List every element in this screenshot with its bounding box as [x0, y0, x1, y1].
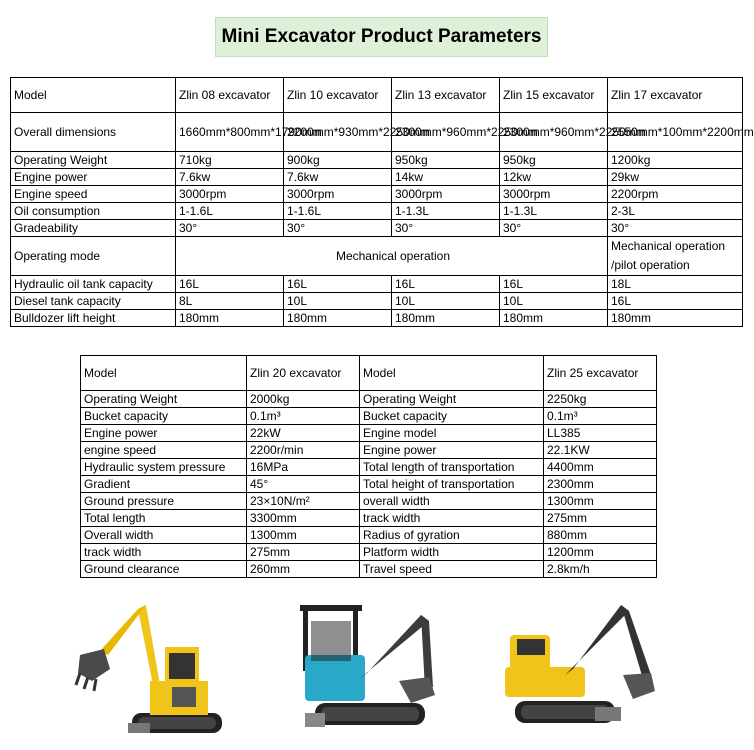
- header-cell: Zlin 10 excavator: [284, 78, 392, 113]
- row-label: track width: [360, 510, 544, 527]
- table-cell: 1300mm: [247, 527, 360, 544]
- row-label: Hydraulic system pressure: [81, 459, 247, 476]
- table-cell: 1660mm*800mm*1790mm: [176, 113, 284, 152]
- table-cell: 950kg: [500, 152, 608, 169]
- table-row: [11, 310, 743, 327]
- row-label: Operating Weight: [360, 391, 544, 408]
- table-cell: 1-1.3L: [392, 203, 500, 220]
- row-label: Diesel tank capacity: [11, 293, 176, 310]
- header-cell: Zlin 15 excavator: [500, 78, 608, 113]
- table-cell: 2300mm: [544, 476, 657, 493]
- table-cell: 29kw: [608, 169, 743, 186]
- table-cell: 16L: [392, 276, 500, 293]
- product-photos: [0, 595, 750, 745]
- row-label: Platform width: [360, 544, 544, 561]
- table-cell: 18L: [608, 276, 743, 293]
- row-label: Hydraulic oil tank capacity: [11, 276, 176, 293]
- table-row: [81, 391, 657, 408]
- table-cell: 275mm: [247, 544, 360, 561]
- row-label: overall width: [360, 493, 544, 510]
- row-label: Engine speed: [11, 186, 176, 203]
- table-row: [81, 408, 657, 425]
- header-cell: Zlin 20 excavator: [247, 356, 360, 391]
- table-cell: 16L: [176, 276, 284, 293]
- header-cell: Zlin 13 excavator: [392, 78, 500, 113]
- table-cell: 10L: [392, 293, 500, 310]
- table-cell: 16L: [500, 276, 608, 293]
- header-cell: Model: [11, 78, 176, 113]
- table-cell: 1300mm: [544, 493, 657, 510]
- table-cell: 3300mm: [247, 510, 360, 527]
- row-label: Radius of gyration: [360, 527, 544, 544]
- table-row: [81, 510, 657, 527]
- table-cell: LL385: [544, 425, 657, 442]
- row-label: Bulldozer lift height: [11, 310, 176, 327]
- row-label: Travel speed: [360, 561, 544, 578]
- table-row: [11, 276, 743, 293]
- table-row: [81, 459, 657, 476]
- row-label: Bucket capacity: [81, 408, 247, 425]
- table-cell: 4400mm: [544, 459, 657, 476]
- table-cell: 22.1KW: [544, 442, 657, 459]
- row-label: engine speed: [81, 442, 247, 459]
- table-cell: 7.6kw: [176, 169, 284, 186]
- table-row: [11, 293, 743, 310]
- table-cell: 16MPa: [247, 459, 360, 476]
- row-label: Operating mode: [11, 237, 176, 276]
- table-cell: 260mm: [247, 561, 360, 578]
- specs-table-secondary: [80, 355, 657, 578]
- row-label: Ground clearance: [81, 561, 247, 578]
- table-cell: 30°: [392, 220, 500, 237]
- table-cell: 1-1.3L: [500, 203, 608, 220]
- row-label: Bucket capacity: [360, 408, 544, 425]
- table-cell: 2300mm*960mm*2250mm: [392, 113, 500, 152]
- table-cell: 2.8km/h: [544, 561, 657, 578]
- table-row: [81, 476, 657, 493]
- table-cell: 12kw: [500, 169, 608, 186]
- table-row: [11, 220, 743, 237]
- row-label: Engine model: [360, 425, 544, 442]
- table-cell: 2250kg: [544, 391, 657, 408]
- row-label: Operating Weight: [11, 152, 176, 169]
- table-cell: 2200rpm: [608, 186, 743, 203]
- table-cell: 22kW: [247, 425, 360, 442]
- table-cell: 1-1.6L: [284, 203, 392, 220]
- table-cell: 180mm: [176, 310, 284, 327]
- row-label: Oil consumption: [11, 203, 176, 220]
- table-row: [81, 442, 657, 459]
- table-cell: 10L: [284, 293, 392, 310]
- table-cell: 180mm: [284, 310, 392, 327]
- table-cell: 8L: [176, 293, 284, 310]
- table-cell: 7.6kw: [284, 169, 392, 186]
- header-cell: Zlin 08 excavator: [176, 78, 284, 113]
- table-cell: 1200mm: [544, 544, 657, 561]
- row-label: Gradeability: [11, 220, 176, 237]
- table-row: [81, 425, 657, 442]
- table-cell: 23×10N/m²: [247, 493, 360, 510]
- table-row: [11, 152, 743, 169]
- table-row: [81, 527, 657, 544]
- row-label: Overall dimensions: [11, 113, 176, 152]
- row-label: Gradient: [81, 476, 247, 493]
- table-cell: 45°: [247, 476, 360, 493]
- table-cell: 30°: [176, 220, 284, 237]
- table-cell: 2200r/min: [247, 442, 360, 459]
- row-label: Engine power: [81, 425, 247, 442]
- table-cell: 950kg: [392, 152, 500, 169]
- page-title: Mini Excavator Product Parameters: [215, 17, 548, 57]
- table-cell: 14kw: [392, 169, 500, 186]
- row-label: Total length of transportation: [360, 459, 544, 476]
- table-cell: 900kg: [284, 152, 392, 169]
- table-row: [11, 203, 743, 220]
- table-cell: 3000rpm: [392, 186, 500, 203]
- table-cell: 3000rpm: [500, 186, 608, 203]
- table-row: [11, 169, 743, 186]
- table-cell: 30°: [284, 220, 392, 237]
- table-cell: 30°: [500, 220, 608, 237]
- yellow-excavator-image-2: [505, 595, 675, 745]
- row-label: track width: [81, 544, 247, 561]
- table-cell: 16L: [608, 293, 743, 310]
- row-label: Total length: [81, 510, 247, 527]
- table-row: [81, 493, 657, 510]
- table-cell: 180mm: [500, 310, 608, 327]
- table-cell: 0.1m³: [247, 408, 360, 425]
- table-cell: 30°: [608, 220, 743, 237]
- table-cell: 16L: [284, 276, 392, 293]
- table-cell: 10L: [500, 293, 608, 310]
- table-row: [11, 186, 743, 203]
- table-cell: 710kg: [176, 152, 284, 169]
- row-label: Total height of transportation: [360, 476, 544, 493]
- table-row: [81, 561, 657, 578]
- table-cell: 2300mm*960mm*2250mm: [500, 113, 608, 152]
- table-header-row: [81, 356, 657, 391]
- specs-table-main: [10, 77, 754, 327]
- table-cell: 0.1m³: [544, 408, 657, 425]
- table-row: [11, 113, 743, 152]
- table-cell: 880mm: [544, 527, 657, 544]
- blue-excavator-image: [295, 595, 455, 745]
- row-label: Engine power: [360, 442, 544, 459]
- merged-cell: Mechanical operation: [176, 237, 608, 276]
- table-cell: 1-1.6L: [176, 203, 284, 220]
- table-cell: 3000rpm: [284, 186, 392, 203]
- row-label: Engine power: [11, 169, 176, 186]
- table-cell: 2550mm*100mm*2200mm: [608, 113, 743, 152]
- header-cell: Zlin 17 excavator: [608, 78, 743, 113]
- table-header-row: [11, 78, 743, 113]
- header-cell: Model: [360, 356, 544, 391]
- header-cell: Model: [81, 356, 247, 391]
- table-row: [81, 544, 657, 561]
- table-cell: 180mm: [608, 310, 743, 327]
- row-label: Operating Weight: [81, 391, 247, 408]
- row-label: Ground pressure: [81, 493, 247, 510]
- table-cell: 2000kg: [247, 391, 360, 408]
- header-cell: Zlin 25 excavator: [544, 356, 657, 391]
- table-cell: 2-3L: [608, 203, 743, 220]
- table-cell: 1200kg: [608, 152, 743, 169]
- table-cell: 3000rpm: [176, 186, 284, 203]
- table-cell: Mechanical operation /pilot operation: [608, 237, 743, 276]
- yellow-excavator-image: [70, 595, 230, 745]
- table-row: [11, 237, 743, 276]
- row-label: Overall width: [81, 527, 247, 544]
- table-cell: 275mm: [544, 510, 657, 527]
- table-cell: 180mm: [392, 310, 500, 327]
- table-cell: 2200mm*930mm*2250mm: [284, 113, 392, 152]
